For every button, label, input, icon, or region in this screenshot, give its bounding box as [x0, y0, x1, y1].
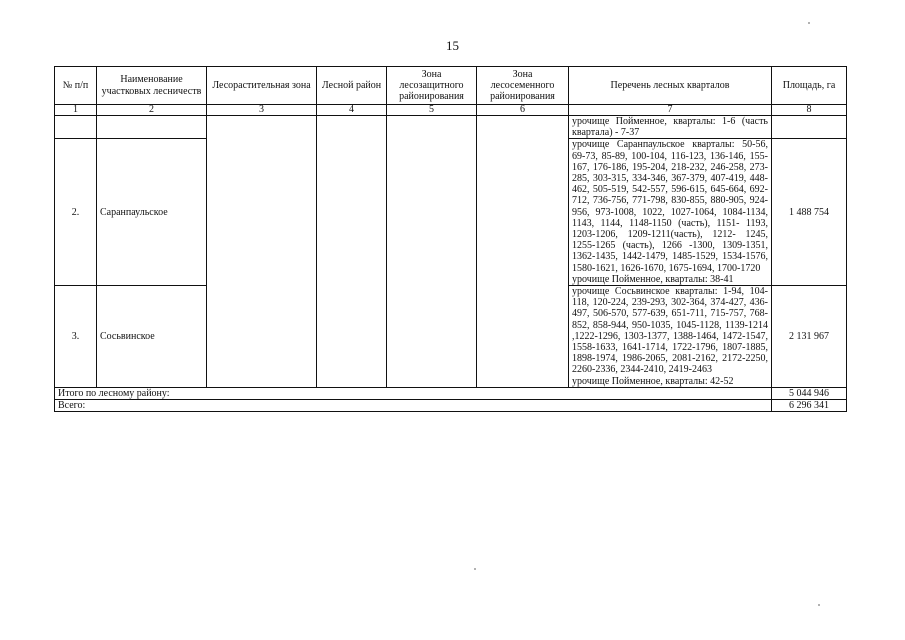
cell-forest-region	[317, 116, 387, 388]
header-seed-zone: Зона лесосеменного районирования	[477, 67, 569, 105]
cell-quarters	[569, 286, 772, 388]
scan-speck	[808, 22, 810, 24]
cell-area: 2 131 967	[772, 286, 847, 388]
grand-total-label: Всего:	[55, 400, 772, 412]
cell-vegetation-zone	[207, 116, 317, 388]
cell-area: 1 488 754	[772, 139, 847, 286]
quarters-extra: урочище Пойменное, кварталы: 38-41	[572, 273, 734, 285]
cell-empty	[97, 116, 207, 139]
header-protection-zone: Зона лесозащитного районирования	[387, 67, 477, 105]
cell-area-empty	[772, 116, 847, 139]
page-number: 15	[446, 38, 459, 53]
forest-districts-table	[54, 66, 847, 412]
column-number: 6	[477, 105, 569, 116]
column-number: 8	[772, 105, 847, 116]
column-number: 7	[569, 105, 772, 116]
column-number: 3	[207, 105, 317, 116]
cell-quarters	[569, 139, 772, 286]
header-quarters-list: Перечень лесных кварталов	[569, 67, 772, 105]
cell-district-name: Саранпаульское	[97, 139, 207, 286]
grand-total-value: 6 296 341	[772, 400, 847, 412]
cell-empty	[55, 116, 97, 139]
header-forest-region: Лесной район	[317, 67, 387, 105]
quarters-main: урочище Саранпаульское кварталы: 50-56, 69-73, 85-89, 100-104, 116-123, 136-146, 155-167, 176-186, 195-204, 218-232, 246-258, 273-285, 303-315, 334-346, 367-379, 407-419, 448-462, 505-519, 542-557, 596-615, 645-664, 692-712, 736-756, 771-798, 830-855, 880-905, 924-956, 973-1008, 1022, 1027-1064, 1084-1134, 1143, 1144, 1148-1150 (часть), 1151- 1193, 1203-1206, 1209-1211(часть), 1212- 1245, 1255-1265 (часть), 1266 -1300, 1309-1351, 1362-1435, 1442-1479, 1485-1529, 1534-1576, 1580-1621, 1626-1670, 1675-1694, 1700-1720	[572, 139, 768, 274]
grand-total-row	[55, 400, 847, 412]
quarters-extra: урочище Пойменное, кварталы: 42-52	[572, 375, 734, 387]
total-row	[55, 387, 847, 399]
cell-district-name: Сосьвинское	[97, 286, 207, 388]
scan-speck	[818, 604, 820, 606]
column-number: 2	[97, 105, 207, 116]
cell-protection-zone	[387, 116, 477, 388]
column-number: 4	[317, 105, 387, 116]
header-district-name: Наименование участковых лесничеств	[97, 67, 207, 105]
scan-speck	[474, 568, 476, 570]
column-number: 1	[55, 105, 97, 116]
cell-seed-zone	[477, 116, 569, 388]
total-value: 5 044 946	[772, 387, 847, 399]
cell-quarters-continuation: урочище Пойменное, кварталы: 1-6 (часть квартала) - 7-37	[569, 116, 772, 139]
table-header-row	[55, 67, 847, 105]
total-label: Итого по лесному району:	[55, 387, 772, 399]
column-number: 5	[387, 105, 477, 116]
header-area: Площадь, га	[772, 67, 847, 105]
header-vegetation-zone: Лесорастительная зона	[207, 67, 317, 105]
cell-index: 2.	[55, 139, 97, 286]
cell-index: 3.	[55, 286, 97, 388]
column-number-row	[55, 105, 847, 116]
header-number: № п/п	[55, 67, 97, 105]
table-row-continuation	[55, 116, 847, 139]
quarters-main: урочище Сосьвинское кварталы: 1-94, 104-118, 120-224, 239-293, 302-364, 374-427, 436-497, 506-570, 577-639, 651-711, 715-757, 768-852, 858-944, 950-1035, 1045-1128, 1139-1214 ,1222-1296, 1303-1377, 1388-1464, 1472-1547, 1558-1633, 1641-1714, 1722-1796, 1807-1885, 1898-1974, 1986-2065, 2081-2162, 2172-2250, 2260-2336, 2344-2410, 2419-2463	[572, 286, 768, 376]
